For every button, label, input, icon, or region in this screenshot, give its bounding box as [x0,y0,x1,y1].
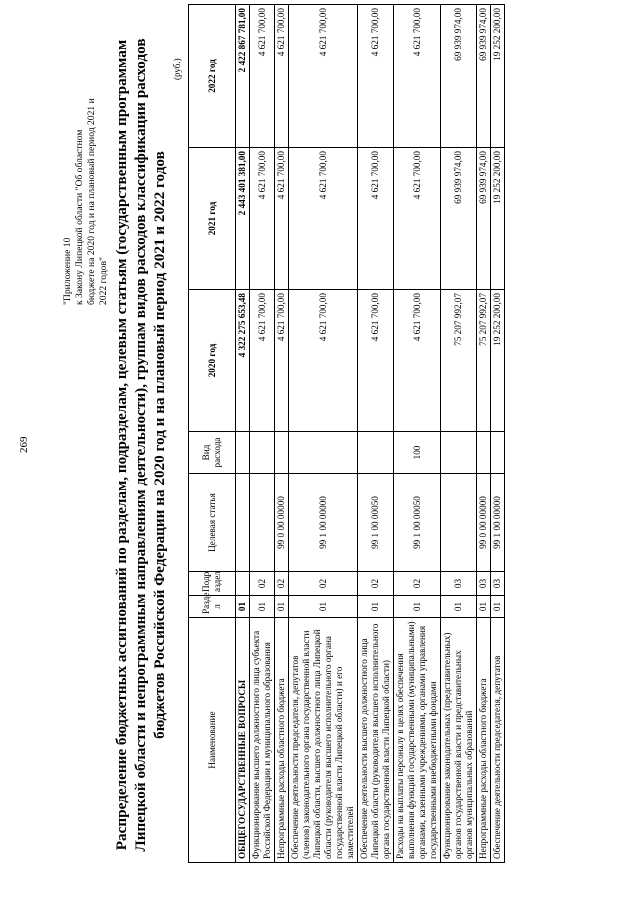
annex-line-1: "Приложение 10 [62,237,73,305]
cell-y2021: 2 443 401 381,00 [236,148,250,290]
cell-y2020: 19 252 200,00 [491,290,505,432]
cell-article [441,474,477,572]
cell-vid [491,432,505,474]
table-row [289,5,358,863]
header-vid: Вид расхода [189,432,236,474]
cell-y2021: 4 621 700,00 [250,148,275,290]
cell-y2022: 4 621 700,00 [358,5,394,148]
cell-razdel: 01 [358,596,394,618]
cell-podrazdel: 03 [441,572,477,596]
budget-table [188,4,505,863]
cell-y2020: 4 621 700,00 [289,290,358,432]
cell-razdel: 01 [491,596,505,618]
cell-name: Непрограммные расходы областного бюджета [477,618,491,863]
currency-unit: (руб.) [172,58,182,80]
header-article: Целевая статья [189,474,236,572]
cell-y2021: 4 621 700,00 [394,148,441,290]
cell-y2021: 19 252 200,00 [491,148,505,290]
cell-article: 99 0 00 00000 [275,474,289,572]
cell-article: 99 1 00 00000 [491,474,505,572]
cell-y2020: 4 322 275 653,48 [236,290,250,432]
cell-razdel: 01 [275,596,289,618]
table-row [491,5,505,863]
cell-name: Непрограммные расходы областного бюджета [275,618,289,863]
cell-y2021: 4 621 700,00 [275,148,289,290]
cell-podrazdel: 03 [477,572,491,596]
document-title: Распределение бюджетных ассигнований по разделам, подразделам, целевым статьям (государственным программам Липецкой области и непрограммным направлениям деятельности), группам видов расходов классификации расходов бюджетов Российской Федерации на 2020 год и на плановый период 2021 и 2022 годов [113,38,168,852]
cell-y2020: 4 621 700,00 [358,290,394,432]
table-body [236,5,505,863]
header-2020: 2020 год [189,290,236,432]
cell-podrazdel: 02 [250,572,275,596]
header-name: Наименование [189,618,236,863]
table-header-row [189,5,236,863]
cell-name: Обеспечение деятельности председателя, депутатов (членов) законодательного органа государственной власти Липецкой области, высшего должностного лица Липецкой области (руководителя высшего исполнительного органа государственной власти Липецкой области) и его заместителей [289,618,358,863]
cell-y2020: 4 621 700,00 [250,290,275,432]
cell-y2022: 19 252 200,00 [491,5,505,148]
cell-razdel: 01 [289,596,358,618]
cell-podrazdel: 02 [358,572,394,596]
cell-y2021: 4 621 700,00 [289,148,358,290]
cell-y2020: 4 621 700,00 [275,290,289,432]
cell-article: 99 1 00 00050 [358,474,394,572]
cell-y2021: 69 939 974,00 [441,148,477,290]
cell-razdel: 01 [477,596,491,618]
cell-podrazdel: 02 [289,572,358,596]
cell-article [236,474,250,572]
cell-article: 99 1 00 00050 [394,474,441,572]
header-razdel: Разде л [189,596,236,618]
cell-name: Функционирование высшего должностного лица субъекта Российской Федерации и муниципального образования [250,618,275,863]
header-podrazdel: Подр аздел [189,572,236,596]
cell-y2022: 69 939 974,00 [441,5,477,148]
cell-y2022: 4 621 700,00 [250,5,275,148]
annex-note [62,95,110,305]
cell-y2021: 4 621 700,00 [358,148,394,290]
cell-razdel: 01 [394,596,441,618]
table-row [358,5,394,863]
cell-name: Расходы на выплаты персоналу в целях обеспечения выполнения функций государственными (муниципальными) органами, казенными учреждениями, органами управления государственными внебюджетными фондами [394,618,441,863]
cell-razdel: 01 [236,596,250,618]
cell-y2022: 4 621 700,00 [394,5,441,148]
cell-vid [477,432,491,474]
cell-podrazdel: 02 [275,572,289,596]
table-row [275,5,289,863]
cell-y2022: 69 939 974,00 [477,5,491,148]
table-row [250,5,275,863]
cell-podrazdel: 03 [491,572,505,596]
cell-name: ОБЩЕГОСУДАРСТВЕННЫЕ ВОПРОСЫ [236,618,250,863]
header-2022: 2022 год [189,5,236,148]
cell-y2022: 4 621 700,00 [275,5,289,148]
cell-podrazdel: 02 [394,572,441,596]
table-row [394,5,441,863]
cell-y2022: 2 422 867 781,00 [236,5,250,148]
table-row [236,5,250,863]
cell-razdel: 01 [441,596,477,618]
cell-vid [441,432,477,474]
page-number: 269 [18,436,30,453]
cell-podrazdel [236,572,250,596]
cell-name: Обеспечение деятельности председателя, депутатов [491,618,505,863]
cell-name: Обеспечение деятельности высшего должностного лица Липецкой области (руководителя высшего исполнительного органа государственной власти Липецкой области) [358,618,394,863]
header-2021: 2021 год [189,148,236,290]
cell-vid [236,432,250,474]
cell-vid [275,432,289,474]
cell-vid [289,432,358,474]
cell-name: Функционирование законодательных (представительных) органов государственной власти и представительных органов муниципальных образований [441,618,477,863]
cell-y2020: 75 207 992,07 [441,290,477,432]
table-row [441,5,477,863]
cell-y2020: 75 207 992,07 [477,290,491,432]
cell-y2022: 4 621 700,00 [289,5,358,148]
cell-vid [358,432,394,474]
cell-article [250,474,275,572]
cell-vid [250,432,275,474]
cell-y2021: 69 939 974,00 [477,148,491,290]
cell-razdel: 01 [250,596,275,618]
cell-y2020: 4 621 700,00 [394,290,441,432]
annex-line-2: к Закону Липецкой области "Об областном бюджете на 2020 год и на плановый период 2021 и 2022 годов" [74,98,109,305]
cell-vid: 100 [394,432,441,474]
cell-article: 99 0 00 00000 [477,474,491,572]
cell-article: 99 1 00 00000 [289,474,358,572]
table-row [477,5,491,863]
